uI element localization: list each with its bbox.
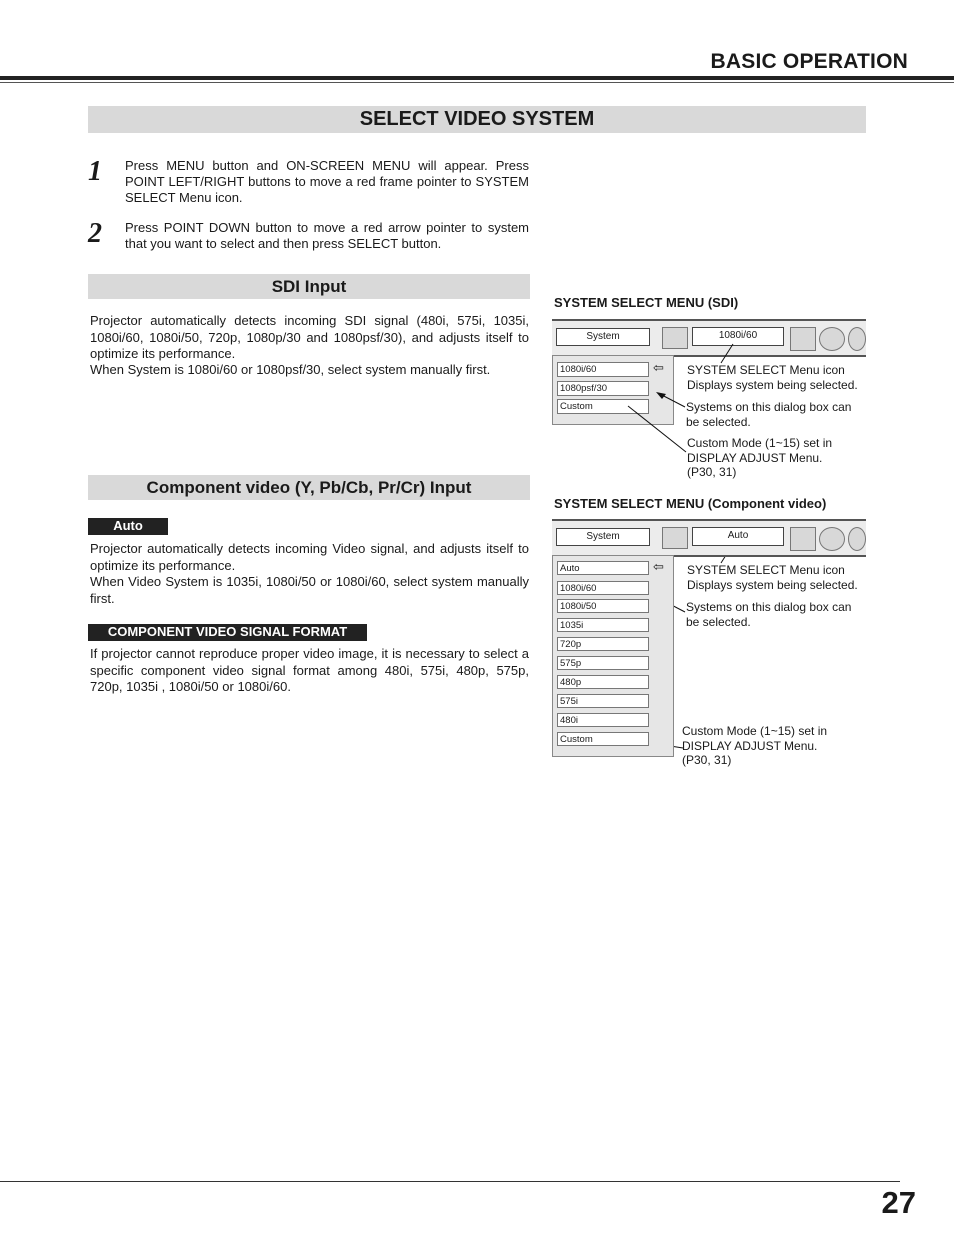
component-menu-bar [552,519,866,557]
list-item[interactable]: 720p [557,637,649,651]
list-item[interactable]: Custom [557,732,649,746]
sdi-note-icon: SYSTEM SELECT Menu icon Displays system being selected. [687,363,858,392]
sdi-system-value: 1080i/60 [692,327,784,346]
sdi-system-label: System [556,328,650,346]
list-item[interactable]: 575i [557,694,649,708]
component-note-systems: Systems on this dialog box can be selected. [686,600,852,629]
sdi-paragraph-1: Projector automatically detects incoming SDI signal (480i, 575i, 1035i, 1080i/60, 1080i/50, 720p, 1080p/30 and 1080psf/30), and adjusts itself to optimize its performance. [90,313,529,361]
menu-icon-c [848,527,866,551]
list-item[interactable]: 1080i/60 [557,362,649,377]
sdi-menu-caption: SYSTEM SELECT MENU (SDI) [554,295,739,310]
list-item[interactable]: 1080i/50 [557,599,649,613]
footer-rule [0,1181,900,1182]
sdi-note-systems: Systems on this dialog box can be selected. [686,400,852,429]
component-system-value: Auto [692,527,784,546]
list-item[interactable]: Custom [557,399,649,414]
list-item[interactable]: 1080i/60 [557,581,649,595]
list-item[interactable]: 480p [557,675,649,689]
step-1-number: 1 [88,156,102,187]
sdi-heading: SDI Input [88,274,530,299]
auto-tag: Auto [88,518,168,535]
menu-icon-a [790,527,816,551]
component-system-list [552,555,674,757]
system-select-icon [662,527,688,549]
component-note-icon: SYSTEM SELECT Menu icon Displays system being selected. [687,563,858,592]
list-item[interactable]: 575p [557,656,649,670]
page-title: SELECT VIDEO SYSTEM [88,106,866,133]
menu-icon-b [819,527,845,551]
component-auto-paragraph-1: Projector automatically detects incoming Video signal, and adjusts itself to optimize its performance. [90,541,529,573]
list-item[interactable]: 1035i [557,618,649,632]
page-number: 27 [881,1185,916,1220]
format-tag: COMPONENT VIDEO SIGNAL FORMAT [88,624,367,641]
step-1-text: Press MENU button and ON-SCREEN MENU will appear. Press POINT LEFT/RIGHT buttons to move a red frame pointer to SYSTEM SELECT Menu icon. [125,158,529,205]
step-2-number: 2 [88,218,102,249]
step-2-text: Press POINT DOWN button to move a red arrow pointer to system that you want to select and then press SELECT button. [125,220,529,251]
sdi-paragraph-2: When System is 1080i/60 or 1080psf/30, select system manually first. [90,362,491,377]
sdi-note-custom: Custom Mode (1~15) set in DISPLAY ADJUST Menu. (P30, 31) [687,436,833,479]
component-note-custom: Custom Mode (1~15) set in DISPLAY ADJUST Menu. (P30, 31) [682,724,828,767]
component-format-paragraph: If projector cannot reproduce proper video image, it is necessary to select a specific component video signal format among 480i, 575i, 480p, 575p, 720p, 1035i , 1080i/50 or 1080i/60. [90,646,529,694]
component-system-label: System [556,528,650,546]
list-item[interactable]: 480i [557,713,649,727]
list-item[interactable]: 1080psf/30 [557,381,649,396]
list-item[interactable]: Auto [557,561,649,575]
section-header: BASIC OPERATION [710,50,908,73]
component-menu-caption: SYSTEM SELECT MENU (Component video) [554,496,827,511]
red-arrow-pointer-icon: ⇦ [653,559,664,574]
component-heading: Component video (Y, Pb/Cb, Pr/Cr) Input [88,475,530,500]
red-arrow-pointer-icon: ⇦ [653,360,664,375]
component-auto-paragraph-2: When Video System is 1035i, 1080i/50 or 1080i/60, select system manually first. [90,574,529,606]
